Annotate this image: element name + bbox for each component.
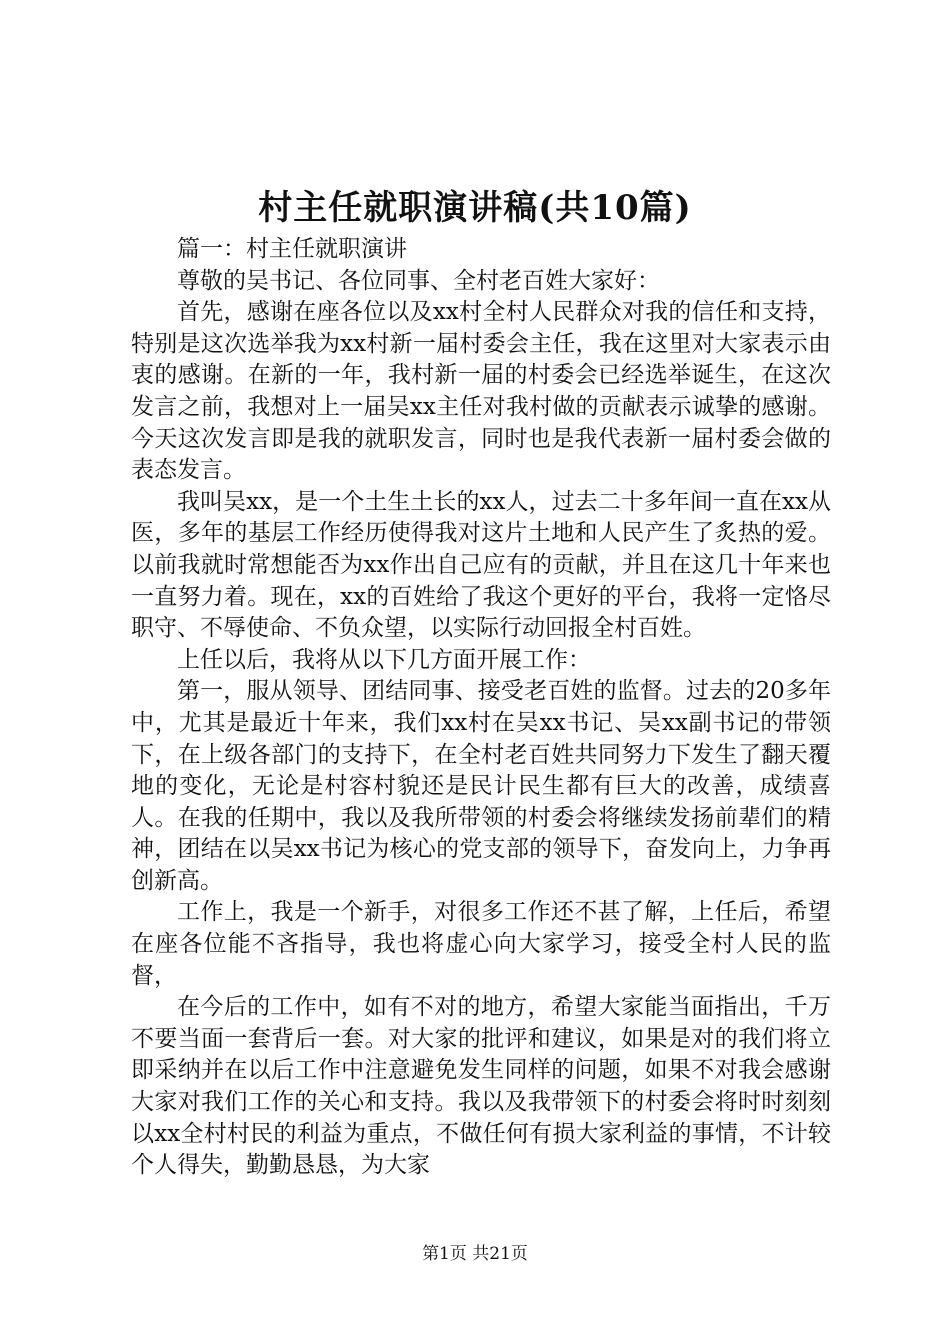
paragraph: 第一，服从领导、团结同事、接受老百姓的监督。过去的20多年中，尤其是最近十年来，我们xx村在吴xx书记、吴xx副书记的带领下，在上级各部门的支持下，在全村老百姓共同努力下发生了翻天覆地的变化，无论是村容村貌还是民计民生都有巨大的改善，成绩喜人。在我的任期中，我以及我所带领的村委会将继续发扬前辈们的精神，团结在以吴xx书记为核心的党支部的领导下，奋发向上，力争再创新高。 bbox=[131, 678, 831, 894]
page-footer: 第1页 共21页 bbox=[422, 1244, 528, 1264]
document-title: 村主任就职演讲稿(共10篇) bbox=[258, 188, 692, 228]
paragraph: 在今后的工作中，如有不对的地方，希望大家能当面指出，千万不要当面一套背后一套。对大家的批评和建议，如果是对的我们将立即采纳并在以后工作中注意避免发生同样的问题，如果不对我会感谢大家对我们工作的关心和支持。我以及我带领下的村委会将时时刻刻以xx全村村民的利益为重点，不做任何有损大家利益的事情，不计较个人得失，勤勤恳恳，为大家 bbox=[131, 994, 831, 1179]
document-body bbox=[131, 234, 831, 1182]
paragraph-salutation: 尊敬的吴书记、各位同事、全村老百姓大家好： bbox=[177, 267, 660, 294]
paragraph: 上任以后，我将从以下几方面开展工作： bbox=[177, 646, 591, 673]
paragraph: 我叫吴xx，是一个土生土长的xx人，过去二十多年间一直在xx从医，多年的基层工作经历使得我对这片土地和人民产生了炙热的爱。以前我就时常想能否为xx作出自己应有的贡献，并且在这几十年来也一直努力着。现在，xx的百姓给了我这个更好的平台，我将一定恪尽职守、不辱使命、不负众望，以实际行动回报全村百姓。 bbox=[131, 488, 831, 642]
paragraph: 首先，感谢在座各位以及xx村全村人民群众对我的信任和支持，特别是这次选举我为xx村新一届村委会主任，我在这里对大家表示由衷的感谢。在新的一年，我村新一届的村委会已经选举诞生，在这次发言之前，我想对上一届吴xx主任对我村做的贡献表示诚挚的感谢。今天这次发言即是我的就职发言，同时也是我代表新一届村委会做的表态发言。 bbox=[131, 299, 831, 484]
paragraph: 工作上，我是一个新手，对很多工作还不甚了解，上任后，希望在座各位能不吝指导，我也将虚心向大家学习，接受全村人民的监督， bbox=[131, 899, 831, 989]
paragraph-section-heading: 篇一：村主任就职演讲 bbox=[177, 236, 407, 262]
